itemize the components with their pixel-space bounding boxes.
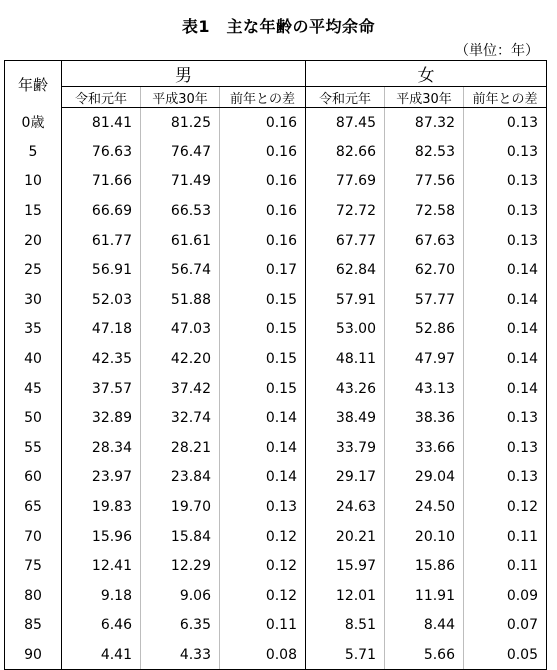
female-value-cell: 0.14: [464, 315, 547, 345]
male-value-cell: 0.16: [220, 137, 306, 167]
male-value-cell: 0.08: [220, 640, 306, 670]
female-value-cell: 8.51: [344, 617, 376, 634]
female-value-cell: 38.49: [335, 410, 376, 427]
female-value-cell: 15.97: [335, 558, 376, 575]
female-value-cell: 0.13: [464, 196, 547, 226]
male-value-cell: 0.15: [220, 344, 306, 374]
male-value-cell: 0.12: [220, 581, 306, 611]
female-value-cell: 0.13: [464, 403, 547, 433]
female-value-cell: 5.71: [306, 640, 385, 670]
female-value-cell: 33.79: [335, 439, 376, 456]
age-cell: 70: [5, 522, 62, 552]
female-value-cell: 0.05: [464, 640, 547, 670]
age-cell: 55: [5, 433, 62, 463]
male-value-cell: 12.41: [91, 558, 132, 575]
male-value-cell: 0.17: [220, 255, 306, 285]
female-value-cell: 0.13: [464, 433, 547, 463]
age-cell: 75: [5, 551, 62, 581]
female-value-cell: 0.09: [464, 581, 547, 611]
male-value-cell: 19.70: [141, 492, 220, 522]
table-row: [5, 492, 547, 522]
female-value-cell: 0.11: [464, 522, 547, 552]
header-age: 年齢: [5, 61, 62, 108]
female-value-cell: 82.53: [385, 137, 464, 167]
male-value-cell: 28.34: [91, 439, 132, 456]
male-value-cell: 0.12: [220, 522, 306, 552]
male-value-cell: 0.16: [220, 196, 306, 226]
male-value-cell: 28.21: [141, 433, 220, 463]
table-row: [5, 255, 547, 285]
header-col-female-r1: 令和元年: [306, 87, 385, 108]
female-value-cell: 87.45: [335, 114, 376, 131]
age-cell: 0歳: [5, 108, 62, 138]
male-value-cell: 76.63: [91, 143, 132, 160]
female-value-cell: 48.11: [335, 351, 376, 368]
male-value-cell: 6.35: [141, 611, 220, 641]
table-row: [5, 640, 547, 670]
header-col-male-diff: 前年との差: [220, 87, 306, 108]
male-value-cell: 0.12: [220, 551, 306, 581]
age-cell: 15: [5, 196, 62, 226]
table-row: [5, 315, 547, 345]
male-value-cell: 81.25: [141, 108, 220, 138]
life-expectancy-table: [4, 60, 547, 670]
male-value-cell: 19.83: [91, 499, 132, 516]
header-col-male-r1: 令和元年: [62, 87, 141, 108]
male-value-cell: 61.77: [91, 232, 132, 249]
female-value-cell: 82.66: [335, 143, 376, 160]
female-value-cell: 33.66: [385, 433, 464, 463]
female-value-cell: 57.91: [335, 291, 376, 308]
female-value-cell: 87.32: [385, 108, 464, 138]
male-value-cell: 4.41: [62, 640, 141, 670]
male-value-cell: 12.29: [141, 551, 220, 581]
age-cell: 90: [5, 640, 62, 670]
male-value-cell: 32.89: [91, 410, 132, 427]
table-row: [5, 551, 547, 581]
male-value-cell: 56.91: [91, 262, 132, 279]
female-value-cell: 11.91: [385, 581, 464, 611]
male-value-cell: 0.15: [220, 374, 306, 404]
male-value-cell: 71.66: [91, 173, 132, 190]
female-value-cell: 52.86: [385, 315, 464, 345]
male-value-cell: 71.49: [141, 167, 220, 197]
table-row: [5, 285, 547, 315]
male-value-cell: 0.14: [220, 433, 306, 463]
female-value-cell: 62.84: [335, 262, 376, 279]
male-value-cell: 76.47: [141, 137, 220, 167]
age-cell: 35: [5, 315, 62, 345]
male-value-cell: 23.97: [91, 469, 132, 486]
female-value-cell: 0.14: [464, 374, 547, 404]
table-row: [5, 611, 547, 641]
female-value-cell: 15.86: [385, 551, 464, 581]
male-value-cell: 42.20: [141, 344, 220, 374]
male-value-cell: 9.18: [100, 587, 132, 604]
female-value-cell: 38.36: [385, 403, 464, 433]
female-value-cell: 29.17: [335, 469, 376, 486]
female-value-cell: 72.72: [335, 203, 376, 220]
female-value-cell: 0.11: [464, 551, 547, 581]
male-value-cell: 0.15: [220, 315, 306, 345]
male-value-cell: 23.84: [141, 463, 220, 493]
male-value-cell: 0.11: [220, 611, 306, 641]
female-value-cell: 12.01: [335, 587, 376, 604]
male-value-cell: 6.46: [100, 617, 132, 634]
female-value-cell: 67.63: [385, 226, 464, 256]
female-value-cell: 72.58: [385, 196, 464, 226]
male-value-cell: 66.69: [91, 203, 132, 220]
male-value-cell: 0.16: [220, 108, 306, 138]
table-row: [5, 108, 547, 138]
male-value-cell: 15.96: [91, 528, 132, 545]
table-row: [5, 463, 547, 493]
age-cell: 85: [5, 611, 62, 641]
header-col-female-diff: 前年との差: [464, 87, 547, 108]
female-value-cell: 53.00: [335, 321, 376, 338]
male-value-cell: 0.13: [220, 492, 306, 522]
female-value-cell: 8.44: [385, 611, 464, 641]
female-value-cell: 0.13: [464, 137, 547, 167]
female-value-cell: 24.50: [385, 492, 464, 522]
header-col-female-h30: 平成30年: [385, 87, 464, 108]
male-value-cell: 32.74: [141, 403, 220, 433]
age-cell: 80: [5, 581, 62, 611]
table-row: [5, 581, 547, 611]
male-value-cell: 47.18: [91, 321, 132, 338]
male-value-cell: 37.42: [141, 374, 220, 404]
male-value-cell: 9.06: [141, 581, 220, 611]
table-row: [5, 522, 547, 552]
table-row: [5, 226, 547, 256]
table-body: [5, 108, 547, 670]
table-row: [5, 374, 547, 404]
female-value-cell: 0.13: [464, 108, 547, 138]
page-title: 表1 主な年齢の平均余命: [181, 17, 376, 36]
male-value-cell: 52.03: [91, 291, 132, 308]
table-row: [5, 403, 547, 433]
female-value-cell: 5.66: [385, 640, 464, 670]
female-value-cell: 0.13: [464, 463, 547, 493]
female-value-cell: 77.69: [335, 173, 376, 190]
female-value-cell: 43.26: [335, 380, 376, 397]
male-value-cell: 61.61: [141, 226, 220, 256]
age-cell: 50: [5, 403, 62, 433]
male-value-cell: 15.84: [141, 522, 220, 552]
male-value-cell: 0.15: [220, 285, 306, 315]
female-value-cell: 67.77: [335, 232, 376, 249]
male-value-cell: 0.14: [220, 403, 306, 433]
male-value-cell: 0.16: [220, 167, 306, 197]
female-value-cell: 47.97: [385, 344, 464, 374]
unit-label: （単位：年）: [455, 43, 539, 59]
female-value-cell: 62.70: [385, 255, 464, 285]
age-cell: 5: [5, 137, 62, 167]
male-value-cell: 42.35: [91, 351, 132, 368]
male-value-cell: 0.14: [220, 463, 306, 493]
table-row: [5, 196, 547, 226]
table-row: [5, 167, 547, 197]
age-cell: 20: [5, 226, 62, 256]
age-cell: 45: [5, 374, 62, 404]
age-cell: 10: [5, 167, 62, 197]
male-value-cell: 81.41: [91, 114, 132, 131]
male-value-cell: 4.33: [141, 640, 220, 670]
female-value-cell: 0.14: [464, 344, 547, 374]
header-male: 男: [62, 61, 306, 87]
table-row: [5, 433, 547, 463]
age-cell: 25: [5, 255, 62, 285]
female-value-cell: 29.04: [385, 463, 464, 493]
female-value-cell: 43.13: [385, 374, 464, 404]
table-row: [5, 344, 547, 374]
male-value-cell: 0.16: [220, 226, 306, 256]
female-value-cell: 0.07: [464, 611, 547, 641]
female-value-cell: 57.77: [385, 285, 464, 315]
female-value-cell: 77.56: [385, 167, 464, 197]
age-cell: 65: [5, 492, 62, 522]
age-cell: 30: [5, 285, 62, 315]
female-value-cell: 0.13: [464, 167, 547, 197]
age-cell: 60: [5, 463, 62, 493]
female-value-cell: 0.14: [464, 255, 547, 285]
table-row: [5, 137, 547, 167]
male-value-cell: 47.03: [141, 315, 220, 345]
header-col-male-h30: 平成30年: [141, 87, 220, 108]
female-value-cell: 20.21: [335, 528, 376, 545]
header-female: 女: [306, 61, 547, 87]
female-value-cell: 20.10: [385, 522, 464, 552]
male-value-cell: 66.53: [141, 196, 220, 226]
male-value-cell: 51.88: [141, 285, 220, 315]
female-value-cell: 0.14: [464, 285, 547, 315]
age-cell: 40: [5, 344, 62, 374]
female-value-cell: 0.13: [464, 226, 547, 256]
male-value-cell: 37.57: [91, 380, 132, 397]
female-value-cell: 24.63: [335, 499, 376, 516]
male-value-cell: 56.74: [141, 255, 220, 285]
female-value-cell: 0.12: [464, 492, 547, 522]
